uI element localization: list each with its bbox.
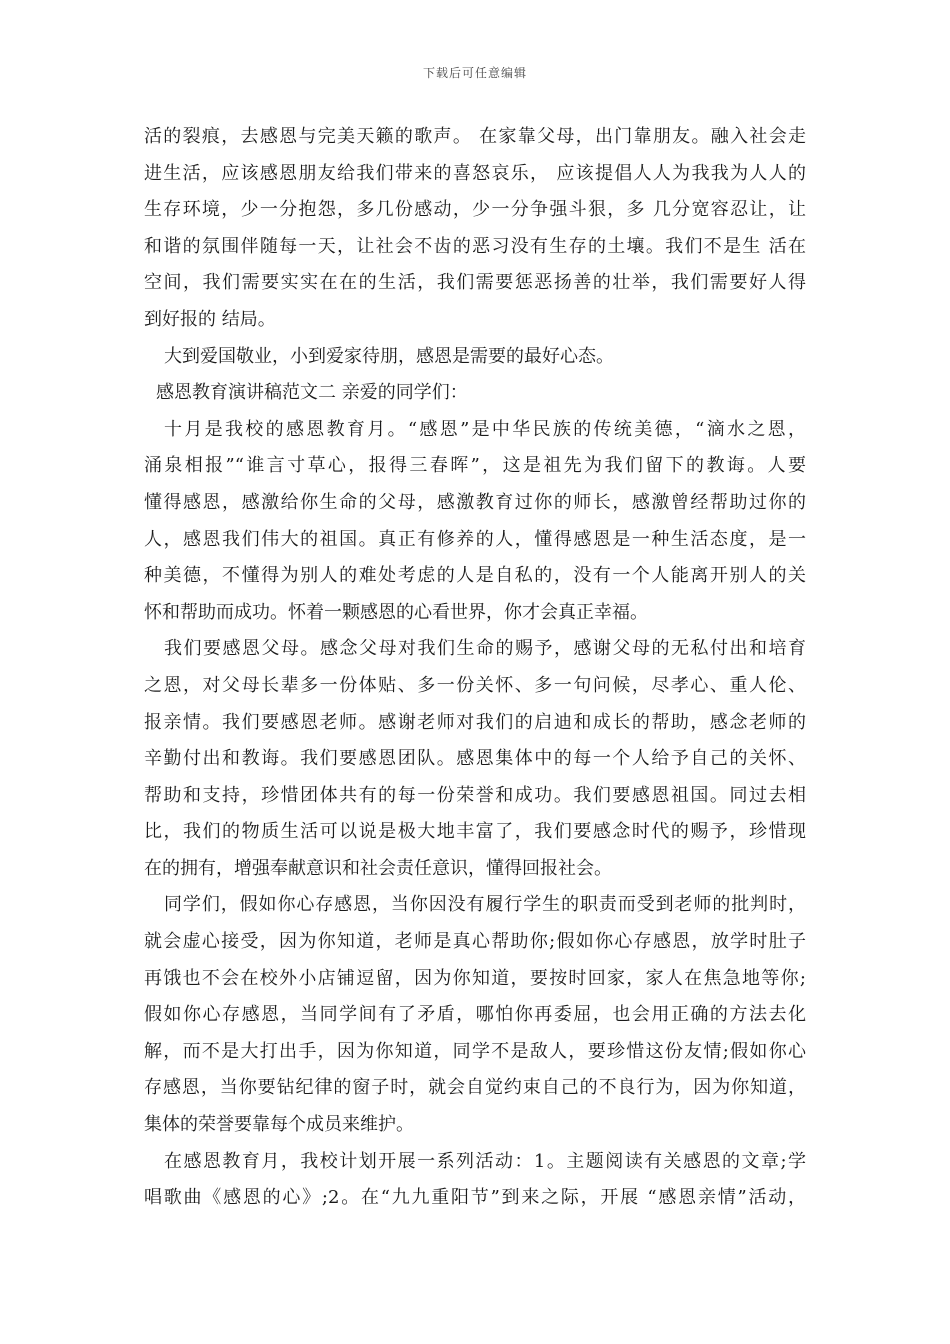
text-line: 之恩，对父母长辈多一份体贴、多一份关怀、多一句问候，尽孝心、重人伦、 <box>144 674 806 696</box>
text-line: 懂得感恩，感激给你生命的父母，感激教育过你的师长，感激曾经帮助过你的 <box>144 491 806 513</box>
text-line: 在的拥有，增强奉献意识和社会责任意识，懂得回报社会。 <box>144 857 612 879</box>
section-heading: 感恩教育演讲稿范文二 亲爱的同学们： <box>156 382 468 404</box>
page-header: 下载后可任意编辑 <box>422 66 527 80</box>
text-line: 解，而不是大打出手，因为你知道，同学不是敌人，要珍惜这份友情;假如你心 <box>144 1040 806 1062</box>
text-line: 空间，我们需要实实在在的生活，我们需要惩恶扬善的壮举，我们需要好人得 <box>144 272 806 294</box>
text-line: 进生活，应该感恩朋友给我们带来的喜怒哀乐， 应该提倡人人为我我为人人的 <box>144 162 806 184</box>
text-line: 十月是我校的感恩教育月。“感恩”是中华民族的传统美德，“滴水之恩， <box>164 418 806 440</box>
text-line: 假如你心存感恩，当同学间有了矛盾，哪怕你再委屈，也会用正确的方法去化 <box>144 1004 806 1026</box>
text-line: 存感恩，当你要钻纪律的窗子时，就会自觉约束自己的不良行为，因为你知道， <box>144 1077 806 1099</box>
text-line: 同学们，假如你心存感恩，当你因没有履行学生的职责而受到老师的批判时， <box>164 894 806 916</box>
text-line: 怀和帮助而成功。怀着一颗感恩的心看世界，你才会真正幸福。 <box>144 601 648 623</box>
text-line: 唱歌曲《感恩的心》;2。在“九九重阳节”到来之际，开展 “感恩亲情”活动， <box>144 1187 806 1209</box>
text-line: 大到爱国敬业，小到爱家待朋，感恩是需要的最好心态。 <box>164 345 614 367</box>
text-line: 和谐的氛围伴随每一天，让社会不齿的恶习没有生存的土壤。我们不是生 活在 <box>144 235 806 257</box>
text-line: 人，感恩我们伟大的祖国。真正有修养的人，懂得感恩是一种生活态度，是一 <box>144 528 806 550</box>
text-line: 报亲情。我们要感恩老师。感谢老师对我们的启迪和成长的帮助，感念老师的 <box>144 711 806 733</box>
text-line: 我们要感恩父母。感念父母对我们生命的赐予，感谢父母的无私付出和培育 <box>164 638 806 660</box>
text-line: 涌泉相报”“谁言寸草心，报得三春晖”，这是祖先为我们留下的教诲。人要 <box>144 455 806 477</box>
text-line: 就会虚心接受，因为你知道，老师是真心帮助你;假如你心存感恩，放学时肚子 <box>144 931 806 953</box>
text-line: 活的裂痕，去感恩与完美天籁的歌声。 在家靠父母，出门靠朋友。融入社会走 <box>144 126 806 147</box>
text-line: 生存环境，少一分抱怨，多几份感动，少一分争强斗狠，多 几分宽容忍让，让 <box>144 199 806 221</box>
text-line: 比，我们的物质生活可以说是极大地丰富了，我们要感念时代的赐予，珍惜现 <box>144 821 806 843</box>
text-line: 集体的荣誉要靠每个成员来维护。 <box>144 1114 414 1136</box>
text-line: 再饿也不会在校外小店铺逗留，因为你知道，要按时回家，家人在焦急地等你; <box>144 967 806 989</box>
text-line: 到好报的 结局。 <box>144 308 276 330</box>
text-line: 种美德，不懂得为别人的难处考虑的人是自私的，没有一个人能离开别人的关 <box>144 565 806 587</box>
text-line: 帮助和支持，珍惜团体共有的每一份荣誉和成功。我们要感恩祖国。同过去相 <box>144 784 806 806</box>
text-line: 在感恩教育月，我校计划开展一系列活动：1。主题阅读有关感恩的文章;学 <box>164 1150 806 1172</box>
text-line: 辛勤付出和教诲。我们要感恩团队。感恩集体中的每一个人给予自己的关怀、 <box>144 748 806 770</box>
document-body <box>144 119 806 1217</box>
